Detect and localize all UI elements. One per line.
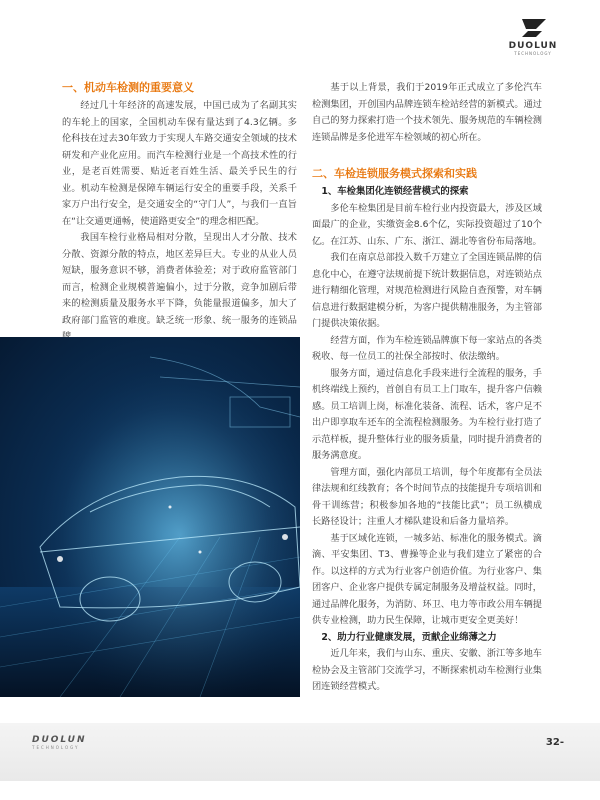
right-paragraph-5: 管理方面，强化内部员工培训，每个年度都有全员法律法规和红线教育；各个时间节点的技能提升专项培训和骨干训练营；积极参加各地的“技能比武”；员工纵横成长路径设计；注重人才梯队建设和后备力量培养。 <box>312 466 542 527</box>
right-paragraph-7: 近几年来，我们与山东、重庆、安徽、浙江等多地车检协会及主管部门交流学习，不断探索机动车检测行业集团连锁经营模式。 <box>312 648 542 692</box>
car-wireframe-image <box>0 337 300 697</box>
left-paragraph-1: 经过几十年经济的高速发展，中国已成为了名副其实的车轮上的国家，全国机动车保有量达到了4.3亿辆。多伦科技在过去30年致力于实现人车路交通安全领域的技术研发和产业化应用。而汽车检测行业是一个高技术性的行业，是老百姓需要、贴近老百姓生活、最关乎民生的行业。机动车检测是保障车辆运行安全的重要手段，关系千家万户出行安全，是交通安全的“守门人”，与我们一直旨在“让交通更通畅，使道路更安全”的理念相匹配。 <box>62 100 297 227</box>
subheading-1: 1、车检集团化连锁经营模式的探索 <box>321 186 469 197</box>
right-paragraph-6: 基于区域化连锁，一城多站、标准化的服务模式。滴滴、平安集团、T3、曹操等企业与我们建立了紧密的合作。以这样的方式为行业客户创造价值。为行业客户、集团客户、企业客户提供专属定制服务及增益权益。同时，通过品牌化服务，为消防、环卫、电力等市政公用车辆提供专业检测，助力民生保障，让城市更安全更美好！ <box>312 532 542 626</box>
footer-brand-name: DUOLUN <box>32 735 87 745</box>
right-paragraph-1: 多伦车检集团是目前车检行业内投资最大，涉及区域面最广的企业，实缴资金8.6个亿，实际投资超过了10个亿。在江苏、山东、广东、浙江、湖北等省份布局落地。 <box>312 202 542 247</box>
brand-logo <box>498 17 568 63</box>
subheading-2: 2、助力行业健康发展，贡献企业绵薄之力 <box>321 631 497 643</box>
footer-brand-tagline: TECHNOLOGY <box>32 745 80 750</box>
left-paragraph-2: 我国车检行业格局相对分散，呈现出人才分散、技术分散、资源分散的特点，地区差异巨大。专业的从业人员短缺，服务意识不够，消费者体验差；对于政府监管部门而言，检测企业规模普遍偏小，过于分散，竞争加剧后带来的检测质量及服务水平下降，负能量报道偏多，加大了政府部门监管的难度。缺乏统一形象、统一服务的连锁品 <box>62 232 297 326</box>
left-column <box>62 80 297 346</box>
section-heading-1: 一、机动车检测的重要意义 <box>62 81 194 94</box>
right-paragraph-4: 服务方面，通过信息化手段来进行全流程的服务，手机终端线上预约，首创自有员工上门取车，提升客户信赖感。员工培训上岗，标准化装备、流程、话术，客户足不出户即享取车还车的全流程检测服务。为车检行业打造了示范样板，提升整体行业的服务质量，同时提升消费者的服务满意度。 <box>312 367 542 461</box>
brand-tagline: TECHNOLOGY <box>514 51 552 56</box>
section-heading-2: 二、车检连锁服务模式探索和实践 <box>312 167 477 180</box>
duolun-logo-mark-icon <box>516 17 550 39</box>
right-paragraph-2: 我们在南京总部投入数千万建立了全国连锁品牌的信息化中心，在遵守法规前提下统计数据信息，对连锁站点进行精细化管理，对规范检测进行风险自查预警，对车辆信息进行数据建模分析，为客户提供精准服务，为主管部门提供决策依据。 <box>312 252 542 329</box>
footer-logo <box>32 735 87 750</box>
page-number: 32- <box>545 737 564 748</box>
right-paragraph-3: 经营方面，作为车检连锁品牌旗下每一家站点的各类税收、每一位员工的社保全部按时、依法缴纳。 <box>312 334 542 362</box>
right-intro-paragraph: 基于以上背景，我们于2019年正式成立了多伦汽车检测集团，开创国内品牌连锁车检站经营的新模式。通过自己的努力探索打造一个技术领先、服务规范的车辆检测连锁品牌是多伦进军车检领域的初心所在。 <box>312 82 542 143</box>
car-wireframe-illustration-icon <box>0 337 300 697</box>
footer-band <box>0 723 600 781</box>
brand-name: DUOLUN <box>508 41 558 51</box>
right-column <box>312 80 542 696</box>
